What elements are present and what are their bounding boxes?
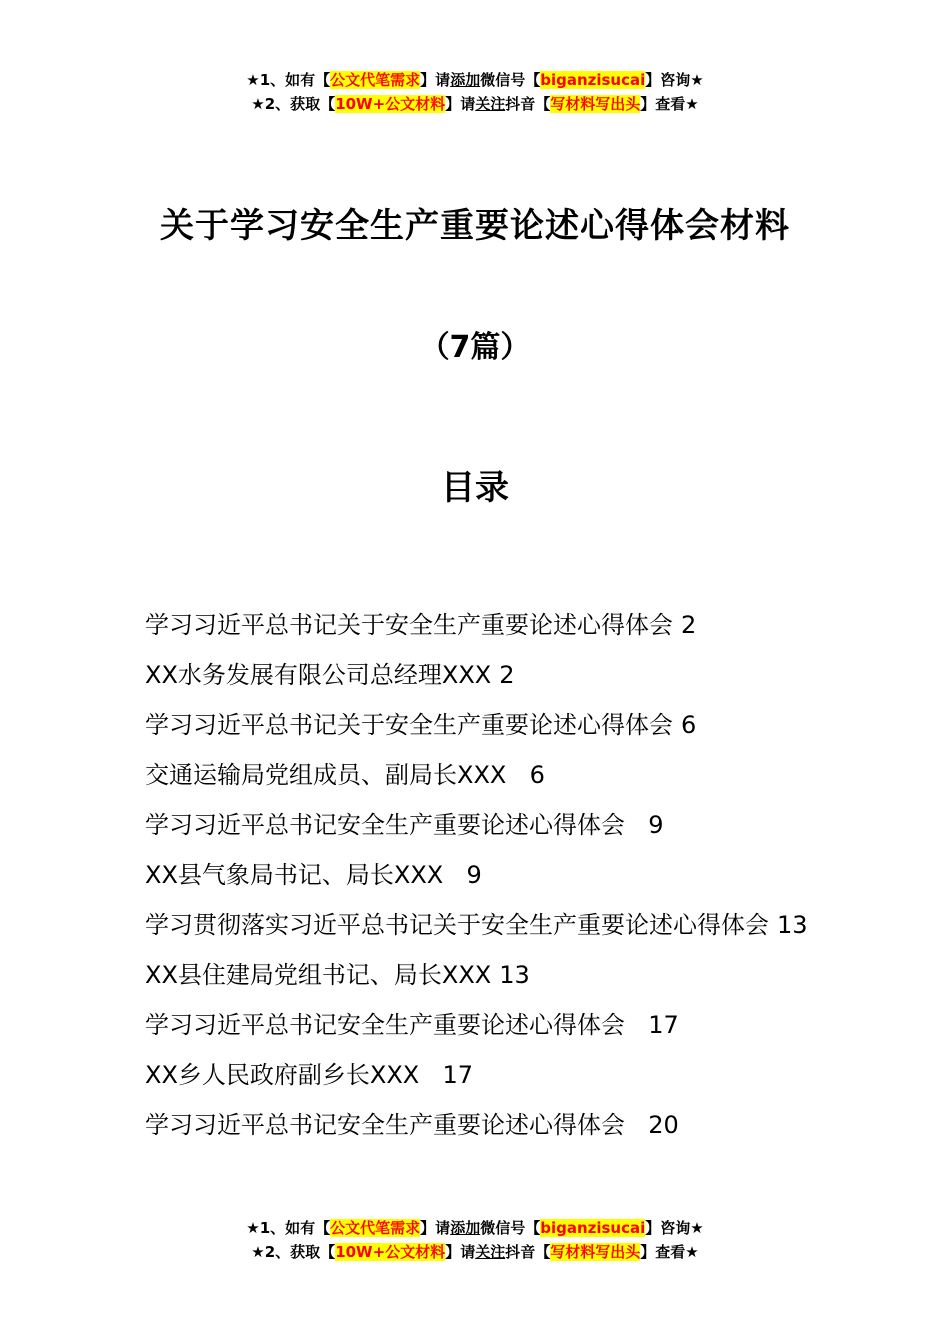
underlined-text: 添加 bbox=[450, 71, 481, 89]
toc-entry-text: 学习习近平总书记关于安全生产重要论述心得体会 bbox=[145, 611, 673, 639]
underlined-text: 关注 bbox=[475, 1243, 506, 1261]
banner-text: 】查看★ bbox=[640, 95, 699, 113]
toc-page-number: 9 bbox=[648, 811, 664, 839]
highlight-text: biganzisucai bbox=[540, 1219, 646, 1237]
banner-text: 微信号【 bbox=[480, 71, 541, 89]
toc-entry-text: XX水务发展有限公司总经理XXX bbox=[145, 661, 492, 689]
banner-line-1 bbox=[0, 68, 950, 92]
banner-line-1 bbox=[0, 1216, 950, 1240]
banner-text: 】请 bbox=[420, 1219, 451, 1237]
document-subtitle: （7篇） bbox=[419, 330, 531, 365]
toc-entry-text: XX县住建局党组书记、局长XXX bbox=[145, 961, 492, 989]
banner-text: 】请 bbox=[420, 71, 451, 89]
toc-entry[interactable] bbox=[145, 900, 825, 950]
toc-entry-text: 交通运输局党组成员、副局长XXX bbox=[145, 761, 522, 789]
toc-entry-text: 学习习近平总书记关于安全生产重要论述心得体会 bbox=[145, 711, 673, 739]
banner-text: 抖音【 bbox=[505, 95, 551, 113]
toc-entry-text: XX县气象局书记、局长XXX bbox=[145, 861, 459, 889]
highlight-text: 公文代笔需求 bbox=[330, 71, 421, 89]
toc-entry[interactable] bbox=[145, 800, 825, 850]
highlight-text: biganzisucai bbox=[540, 71, 646, 89]
toc-entry[interactable] bbox=[145, 850, 825, 900]
toc-heading: 目录 bbox=[441, 468, 509, 508]
toc-page-number: 9 bbox=[466, 861, 482, 889]
banner-text: ★1、如有【 bbox=[246, 71, 331, 89]
toc-entry[interactable] bbox=[145, 700, 825, 750]
toc-page-number: 6 bbox=[681, 711, 697, 739]
toc-entry[interactable] bbox=[145, 950, 825, 1000]
bottom-banner bbox=[0, 1216, 950, 1264]
banner-text: 】请 bbox=[445, 1243, 476, 1261]
top-banner bbox=[0, 68, 950, 116]
banner-text: 微信号【 bbox=[480, 1219, 541, 1237]
highlight-text: 写材料写出头 bbox=[550, 95, 641, 113]
toc-entry[interactable] bbox=[145, 650, 825, 700]
underlined-text: 添加 bbox=[450, 1219, 481, 1237]
banner-text: 抖音【 bbox=[505, 1243, 551, 1261]
toc-page-number: 17 bbox=[442, 1061, 474, 1089]
highlight-text: 公文代笔需求 bbox=[330, 1219, 421, 1237]
highlight-text: 10W+公文材料 bbox=[335, 1243, 446, 1261]
banner-text: 】查看★ bbox=[640, 1243, 699, 1261]
banner-line-2 bbox=[0, 1240, 950, 1264]
toc-entry[interactable] bbox=[145, 1100, 825, 1150]
banner-text: ★2、获取【 bbox=[251, 95, 336, 113]
toc-entry[interactable] bbox=[145, 1050, 825, 1100]
banner-line-2 bbox=[0, 92, 950, 116]
toc-entry-text: 学习贯彻落实习近平总书记关于安全生产重要论述心得体会 bbox=[145, 911, 769, 939]
toc-page-number: 2 bbox=[681, 611, 697, 639]
banner-text: 】咨询★ bbox=[645, 71, 704, 89]
highlight-text: 写材料写出头 bbox=[550, 1243, 641, 1261]
banner-text: 】请 bbox=[445, 95, 476, 113]
toc-page-number: 2 bbox=[499, 661, 515, 689]
banner-text: 】咨询★ bbox=[645, 1219, 704, 1237]
toc-entry-text: 学习习近平总书记安全生产重要论述心得体会 bbox=[145, 1011, 641, 1039]
toc-page-number: 6 bbox=[529, 761, 545, 789]
toc-entry[interactable] bbox=[145, 1000, 825, 1050]
highlight-text: 10W+公文材料 bbox=[335, 95, 446, 113]
toc-entry-text: 学习习近平总书记安全生产重要论述心得体会 bbox=[145, 811, 641, 839]
toc-page-number: 20 bbox=[648, 1111, 679, 1139]
underlined-text: 关注 bbox=[475, 95, 506, 113]
banner-text: ★1、如有【 bbox=[246, 1219, 331, 1237]
banner-text: ★2、获取【 bbox=[251, 1243, 336, 1261]
toc-page-number: 13 bbox=[499, 961, 530, 989]
toc-entry[interactable] bbox=[145, 600, 825, 650]
toc-entry[interactable] bbox=[145, 750, 825, 800]
toc-page-number: 13 bbox=[777, 911, 808, 939]
toc-entry-text: XX乡人民政府副乡长XXX bbox=[145, 1061, 435, 1089]
document-title: 关于学习安全生产重要论述心得体会材料 bbox=[160, 206, 790, 246]
toc-entry-text: 学习习近平总书记安全生产重要论述心得体会 bbox=[145, 1111, 641, 1139]
table-of-contents bbox=[145, 600, 825, 1150]
toc-page-number: 17 bbox=[648, 1011, 679, 1039]
